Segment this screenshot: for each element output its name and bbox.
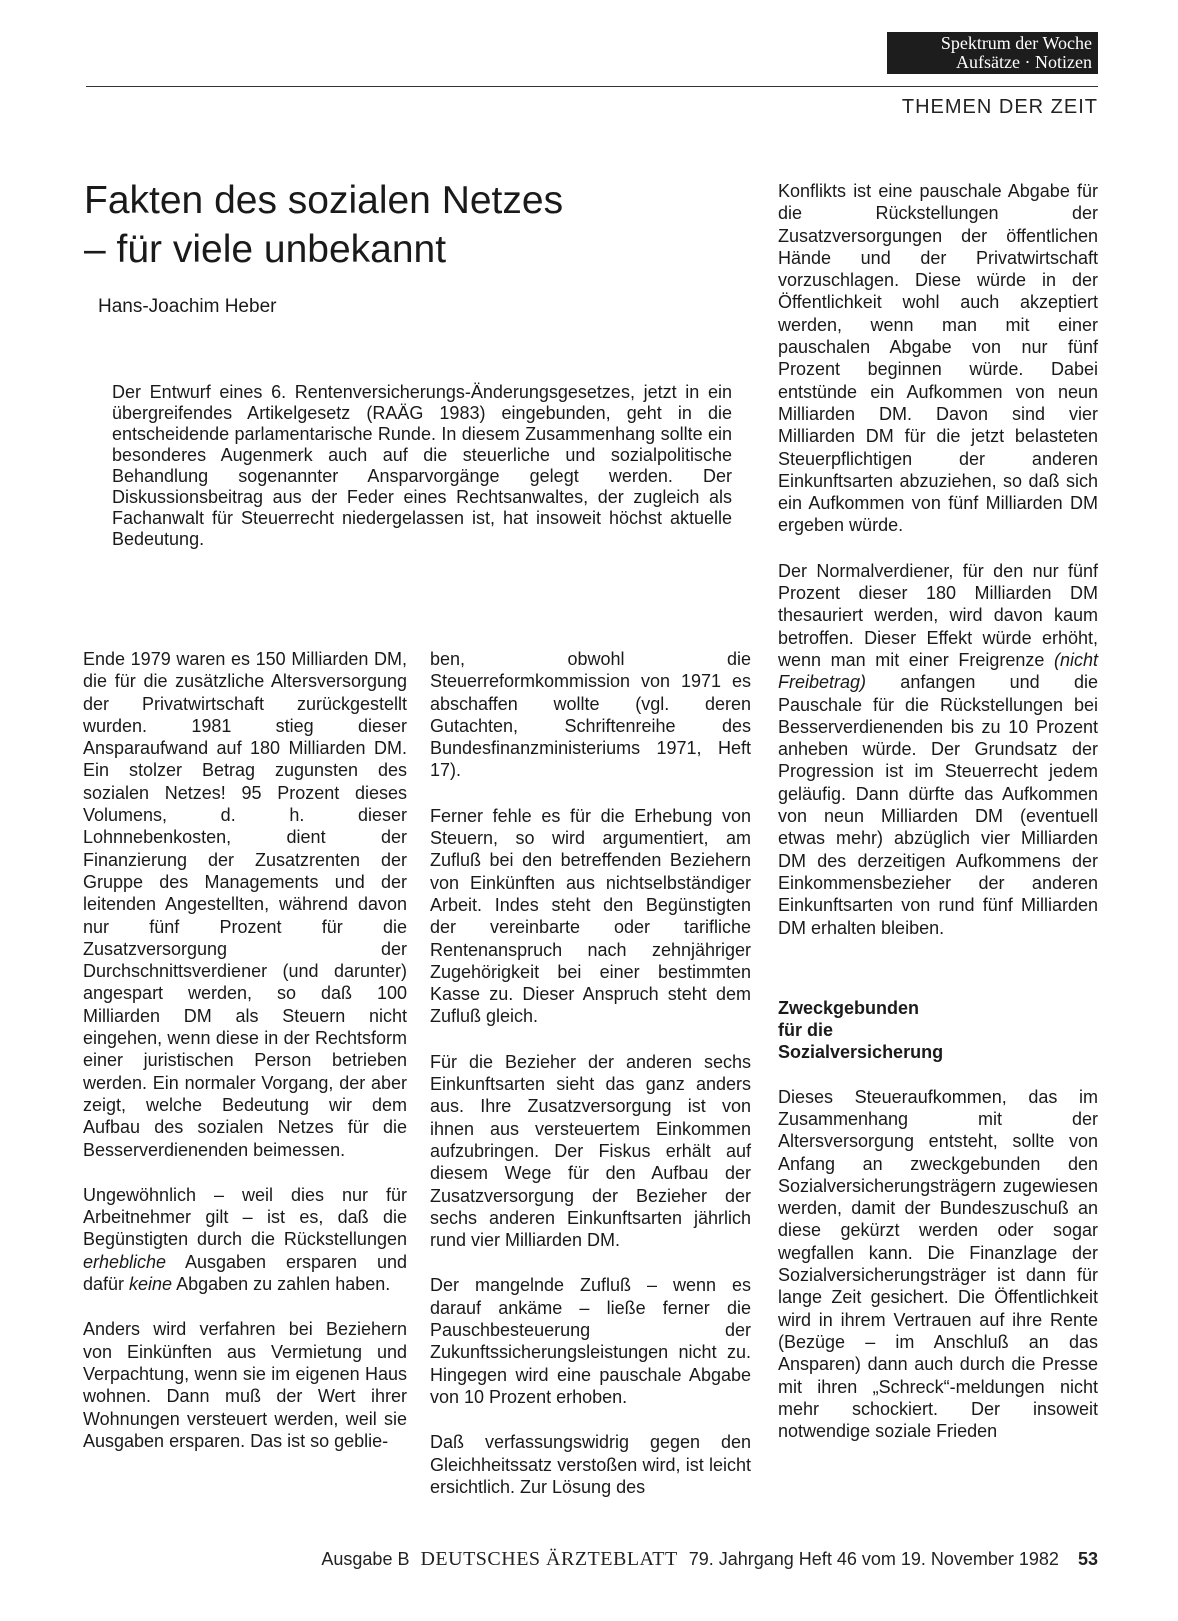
emphasis: keine [129, 1274, 173, 1295]
paragraph: Konflikts ist eine pauschale Abgabe für die Rückstellungen der Zusatzversorgungen der öffentlichen Hände und der Privatwirtschaft vorzuschlagen. Diese würde in der Öffentlichkeit wohl auch akzeptiert werden, wenn man mit einer pauschalen Abgabe von nur fünf Prozent beginnen würde. Dabei entstünde ein Aufkommen von neun Milliarden DM. Davon sind vier Milliarden DM für die jetzt belasteten Steuerpflichtigen der anderen Einkunftsarten abzuziehen, so daß sich ein Aufkommen von fünf Milliarden DM ergeben würde. [778, 181, 1098, 536]
emphasis: (nicht Freibetrag) [778, 649, 1098, 693]
paragraph: Dieses Steueraufkommen, das im Zusammenhang mit der Altersversorgung entsteht, sollte von Anfang an zweckgebunden den Sozialversicherungsträgern zugewiesen werden, damit der Bundeszuschuß an diese gekürzt werden oder sogar wegfallen kann. Die Finanzlage der Sozialversicherungsträger ist dann für lange Zeit gesichert. Die Öffentlichkeit wird in ihrem Vertrauen auf ihre Rente (Bezüge – im Anschluß an das Ansparen) dann auch durch die Presse mit ihren „Schreck“-meldungen nicht mehr schockiert. Der insoweit notwendige soziale Frieden [778, 1086, 1098, 1442]
footer-journal: DEUTSCHES ÄRZTEBLATT [420, 1548, 678, 1570]
section-label-box [887, 32, 1098, 74]
paragraph: Ungewöhnlich – weil dies nur für Arbeitnehmer gilt – ist es, daß die Begünstigten durch die Rückstellungen erhebliche Ausgaben ersparen und dafür keine Abgaben zu zahlen haben. [83, 1184, 407, 1295]
body-column-2 [430, 648, 751, 1521]
header-rule [86, 86, 1098, 87]
paragraph: Der mangelnde Zufluß – wenn es darauf ankäme – ließe ferner die Pauschbesteuerung der Zukunftssicherungsleistungen nicht zu. Hingegen wird eine pauschale Abgabe von 10 Prozent erhoben. [430, 1275, 751, 1407]
paragraph: Daß verfassungswidrig gegen den Gleichheitssatz verstoßen wird, ist leicht ersichtlich. Zur Lösung des [430, 1432, 751, 1497]
title-line-2: – für viele unbekannt [84, 228, 447, 271]
paragraph: Für die Bezieher der anderen sechs Einkunftsarten sieht das ganz anders aus. Ihre Zusatzversorgung ist von ihnen aus versteuertem Einkommen aufzubringen. Der Fiskus erhält auf diesem Wege für den Aufbau der Zusatzversorgung der Bezieher der sechs anderen Einkunftsarten jährlich rund vier Milliarden DM. [430, 1051, 751, 1251]
emphasis: erhebliche [83, 1251, 167, 1272]
paragraph: Der Normalverdiener, für den nur fünf Prozent dieser 180 Milliarden DM thesauriert werden, wird davon kaum betroffen. Dieser Effekt würde erhöht, wenn man mit einer Freigrenze (nicht Freibetrag) anfangen und die Pauschale für die Rückstellungen bei Besserverdienenden bis zu 10 Prozent anheben würde. Der Grundsatz der Progression ist im Steuerrecht jedem geläufig. Dann dürfte das Aufkommen von neun Milliarden DM (eventuell etwas mehr) abzüglich vier Milliarden DM des derzeitigen Aufkommens der Einkommensbezieher der anderen Einkunftsarten von rund fünf Milliarden DM erhalten bleiben. [778, 560, 1098, 938]
paragraph: Ferner fehle es für die Erhebung von Steuern, so wird argumentiert, am Zufluß bei den betreffenden Beziehern von Einkünften aus nichtselbständiger Arbeit. Indes steht den Begünstigten der vereinbarte oder tarifliche Rentenanspruch nach zehnjähriger Zugehörigkeit bei einer bestimmten Kasse zu. Dieser Anspruch steht dem Zufluß gleich. [430, 805, 751, 1027]
section-heading: THEMEN DER ZEIT [901, 96, 1098, 118]
paragraph: Ende 1979 waren es 150 Milliarden DM, die für die zusätzliche Altersversorgung der Privatwirtschaft zurückgestellt wurden. 1981 stieg dieser Ansparaufwand auf 180 Milliarden DM. Ein stolzer Betrag zugunsten des sozialen Netzes! 95 Prozent dieses Volumens, d. h. dieser Lohnnebenkosten, dient der Finanzierung der Zusatzrenten der Gruppe des Managements und der leitenden Angestellten, während davon nur fünf Prozent für die Zusatzversorgung der Durchschnittsverdiener (und darunter) angespart werden, so daß 100 Milliarden DM als Steuern nicht eingehen, wenn diese in der Rechtsform einer juristischen Person betrieben werden. Ein normaler Vorgang, der aber zeigt, welche Bedeutung wir dem Aufbau des sozialen Netzes für die Besserverdienenden beimessen. [83, 649, 407, 1160]
paragraph: ben, obwohl die Steuerreformkommission von 1971 es abschaffen wollte (vgl. deren Gutachten, Schriftenreihe des Bundesfinanzministeriums 1971, Heft 17). [430, 649, 751, 781]
body-column-1 [83, 648, 407, 1475]
article-title [84, 176, 644, 274]
page-number: 53 [1077, 1549, 1098, 1569]
article-lead: Der Entwurf eines 6. Rentenversicherungs-Änderungsgesetzes, jetzt in ein übergreifendes Artikelgesetz (RAÄG 1983) eingebunden, geht in die entscheidende parlamentarische Runde. In diesem Zusammenhang sollte ein besonderes Augenmerk auch auf die steuerliche und sozialpolitische Behandlung sogenannter Ansparvorgänge gelegt werden. Der Diskussionsbeitrag aus der Feder eines Rechtsanwaltes, der zugleich als Fachanwalt für Steuerrecht niedergelassen ist, hat insoweit höchst aktuelle Bedeutung. [112, 382, 732, 549]
footer-edition: Ausgabe B [321, 1549, 410, 1569]
paragraph: Anders wird verfahren bei Beziehern von Einkünften aus Vermietung und Verpachtung, wenn sie im eigenen Haus wohnen. Dann muß der Wert ihrer Wohnungen versteuert werden, weil sie Ausgaben ersparen. Das ist so geblie- [83, 1319, 407, 1451]
footer-issue: 79. Jahrgang Heft 46 vom 19. November 1982 [688, 1549, 1059, 1569]
section-label-line-1: Spektrum der Woche [940, 33, 1092, 53]
body-column-3 [778, 180, 1098, 1465]
title-line-1: Fakten des sozialen Netzes [84, 179, 564, 222]
page-footer [321, 1548, 1098, 1571]
section-label-line-2: Aufsätze · Notizen [956, 52, 1092, 72]
subheading: Zweckgebunden für die Sozialversicherung [778, 997, 944, 1063]
article-author: Hans-Joachim Heber [98, 296, 277, 317]
